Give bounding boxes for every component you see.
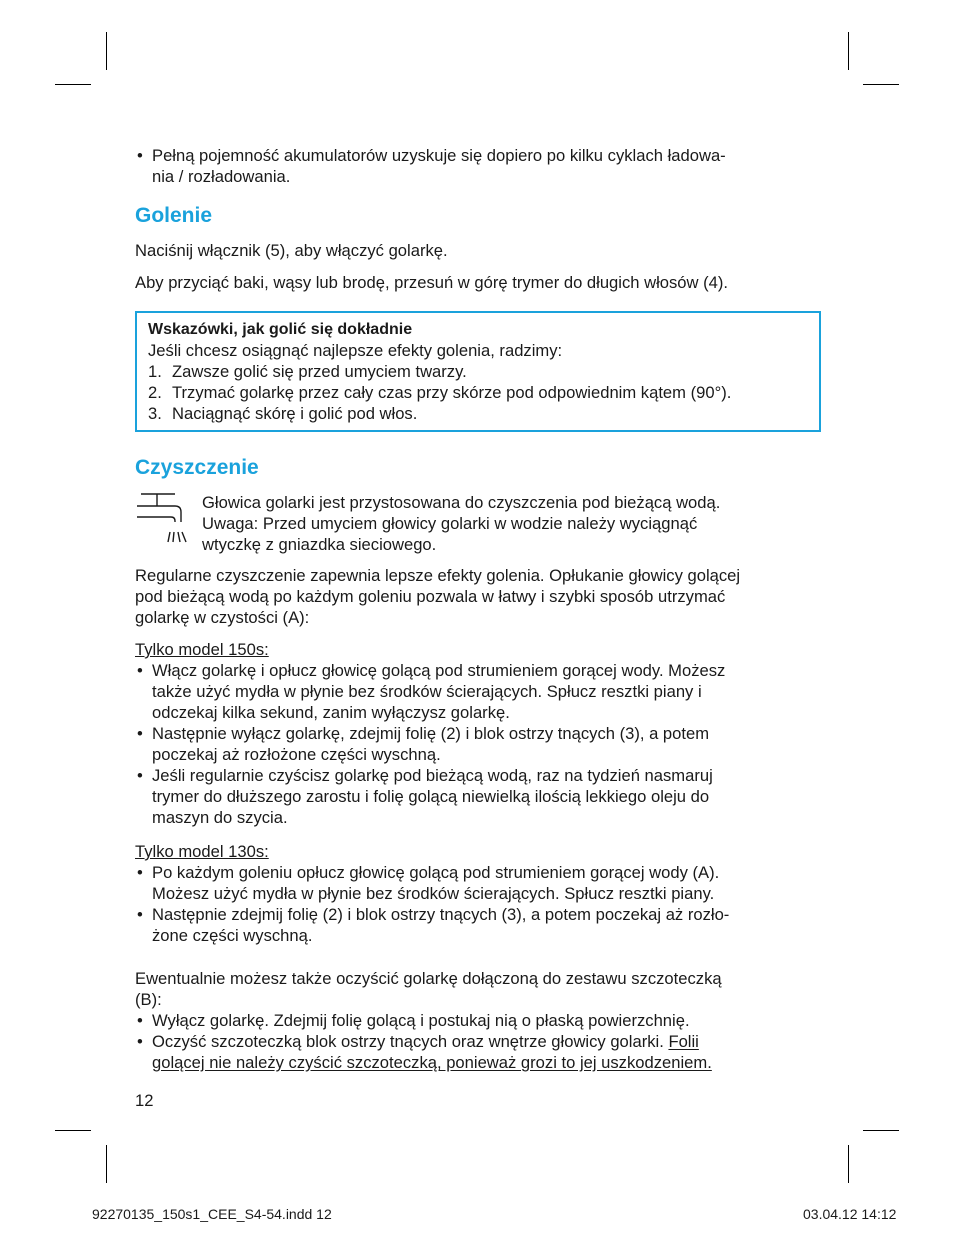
- list-item: [135, 862, 821, 904]
- slug-file-info: 92270135_150s1_CEE_S4-54.indd 12: [92, 1206, 332, 1222]
- bullet-line: • Włącz golarkę i opłucz głowicę golącą pod strumieniem gorącej wody. Możesz: [152, 661, 726, 680]
- bullet-line: • Następnie zdejmij folię (2) i blok ostrzy tnących (3), a potem poczekaj aż rozło-: [152, 905, 730, 924]
- tips-title: Wskazówki, jak golić się dokładnie: [148, 321, 413, 338]
- model-150-section: [135, 639, 821, 828]
- warning-text: Folii: [668, 1032, 699, 1051]
- bullet-line: Wyłącz golarkę. Zdejmij folię golącą i postukaj nią o płaską powierzchnię.: [152, 1011, 690, 1030]
- crop-mark: [55, 1130, 91, 1131]
- list-item: [135, 765, 821, 828]
- bullet-line: • Po każdym goleniu opłucz głowicę golącą pod strumieniem gorącej wody (A).: [152, 863, 720, 882]
- list-item: [135, 145, 821, 187]
- tips-box: [135, 311, 821, 432]
- list-item: [148, 403, 808, 424]
- tip-number: 1.: [148, 362, 162, 381]
- crop-mark: [863, 1130, 899, 1131]
- crop-mark: [848, 1145, 849, 1183]
- cleaning-note-line: Uwaga: Przed umyciem głowicy golarki w wodzie należy wyciągnąć: [202, 514, 698, 533]
- list-item: [135, 1010, 821, 1031]
- bullet-line: odczekaj kilka sekund, zanim wyłączysz golarkę.: [152, 703, 510, 722]
- bullet-line: Możesz użyć mydła w płynie bez środków ścierających. Spłucz resztki piany.: [152, 884, 715, 903]
- paragraph-line: (B):: [135, 990, 162, 1009]
- model-150-list: [135, 660, 821, 828]
- warning-text: golącej nie należy czyścić szczoteczką, ponieważ grozi to jej uszkodzeniem.: [152, 1053, 712, 1072]
- tips-lead: Jeśli chcesz osiągnąć najlepsze efekty golenia, radzimy:: [148, 341, 563, 360]
- section-heading-shaving: Golenie: [135, 204, 213, 227]
- model-150-label: Tylko model 150s:: [135, 640, 269, 659]
- bullet-line: Oczyść szczoteczką blok ostrzy tnących oraz wnętrze głowicy golarki.: [152, 1032, 669, 1051]
- tip-text: Naciągnąć skórę i golić pod włos.: [172, 404, 418, 423]
- shaving-paragraph-2: Aby przyciąć baki, wąsy lub brodę, przesuń w górę trymer do długich włosów (4).: [135, 273, 729, 292]
- tip-text: Zawsze golić się przed umyciem twarzy.: [172, 362, 467, 381]
- list-item: [148, 382, 808, 403]
- list-item: [135, 660, 821, 723]
- tips-list: [148, 361, 808, 424]
- intro-line-2: nia / rozładowania.: [152, 167, 291, 186]
- brush-list: [135, 1010, 821, 1073]
- bullet-line: trymer do dłuższego zarostu i folię golącą niewielką ilością lekkiego oleju do: [152, 787, 710, 806]
- paragraph-line: Regularne czyszczenie zapewnia lepsze efekty golenia. Opłukanie głowicy golącej: [135, 566, 741, 585]
- brush-paragraph: [135, 968, 821, 1010]
- paragraph-line: pod bieżącą wodą po każdym goleniu pozwala w łatwy i szybki sposób utrzymać: [135, 587, 726, 606]
- crop-mark: [106, 1145, 107, 1183]
- bullet-line: • Jeśli regularnie czyścisz golarkę pod bieżącą wodą, raz na tydzień nasmaruj: [152, 766, 713, 785]
- bullet-line: maszyn do szycia.: [152, 808, 288, 827]
- crop-mark: [863, 84, 899, 85]
- bullet-line: poczekaj aż rozłożone części wyschną.: [152, 745, 441, 764]
- list-item: [135, 1031, 821, 1073]
- cleaning-note-line: Głowica golarki jest przystosowana do czyszczenia pod bieżącą wodą.: [202, 493, 721, 512]
- cleaning-regular-paragraph: [135, 565, 821, 628]
- shaving-paragraph-1: Naciśnij włącznik (5), aby włączyć golarkę.: [135, 241, 448, 260]
- intro-line-1: Pełną pojemność akumulatorów uzyskuje się dopiero po kilku cyklach ładowa-: [152, 146, 726, 165]
- model-130-label: Tylko model 130s:: [135, 842, 269, 861]
- bullet-line: • Następnie wyłącz golarkę, zdejmij folię (2) i blok ostrzy tnących (3), a potem: [152, 724, 710, 743]
- bullet-line: także użyć mydła w płynie bez środków ścierających. Spłucz resztki piany i: [152, 682, 702, 701]
- model-130-list: [135, 862, 821, 946]
- slug-date-time: 03.04.12 14:12: [803, 1206, 897, 1222]
- cleaning-note-line: wtyczkę z gniazdka sieciowego.: [202, 535, 437, 554]
- list-item: [148, 361, 808, 382]
- list-item: [135, 904, 821, 946]
- crop-mark: [106, 32, 107, 70]
- water-tap-icon: [135, 490, 187, 546]
- list-item: [135, 723, 821, 765]
- paragraph-line: Ewentualnie możesz także oczyścić golarkę dołączoną do zestawu szczoteczką: [135, 969, 722, 988]
- section-heading-cleaning: Czyszczenie: [135, 456, 259, 479]
- tip-number: 2.: [148, 383, 162, 402]
- intro-bullet-list: [135, 145, 821, 187]
- bullet-line: żone części wyschną.: [152, 926, 313, 945]
- page-number: 12: [135, 1091, 154, 1110]
- crop-mark: [55, 84, 91, 85]
- cleaning-note: [202, 492, 822, 555]
- crop-mark: [848, 32, 849, 70]
- tip-text: Trzymać golarkę przez cały czas przy skórze pod odpowiednim kątem (90°).: [172, 383, 732, 402]
- paragraph-line: golarkę w czystości (A):: [135, 608, 310, 627]
- model-130-section: [135, 841, 821, 946]
- tip-number: 3.: [148, 404, 162, 423]
